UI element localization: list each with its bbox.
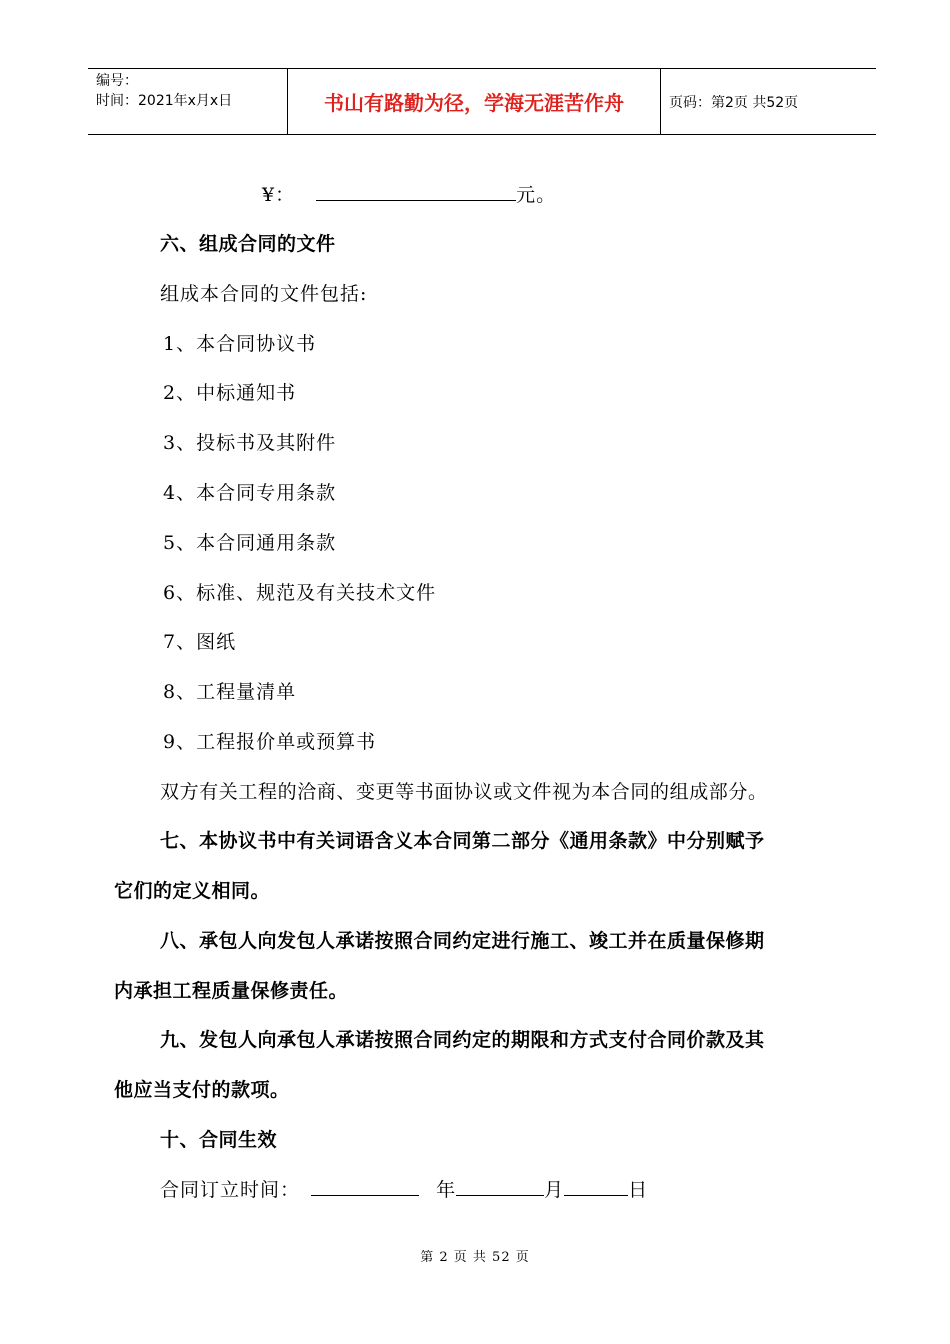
yen-amount-line — [262, 180, 556, 207]
header-page-info: 页码：第2页 共52页 — [669, 94, 799, 111]
doc-item: 7、图纸 — [163, 631, 237, 653]
doc-item: 1、本合同协议书 — [163, 333, 317, 355]
page-footer: 第 2 页 共 52 页 — [420, 1250, 530, 1265]
doc-item: 3、投标书及其附件 — [163, 432, 337, 454]
doc-item: 4、本合同专用条款 — [163, 482, 337, 504]
doc-item: 2、中标通知书 — [163, 382, 297, 404]
day-label: 日 — [628, 1179, 649, 1201]
section9-line1: 九、发包人向承包人承诺按照合同约定的期限和方式支付合同价款及其 — [160, 1029, 765, 1051]
doc-item: 5、本合同通用条款 — [163, 532, 337, 554]
sign-time-label: 合同订立时间： — [160, 1179, 301, 1201]
section10-title: 十、合同生效 — [160, 1129, 278, 1151]
yen-amount-blank[interactable] — [316, 182, 516, 201]
section8-line2: 内承担工程质量保修责任。 — [114, 980, 349, 1002]
yen-prefix: ¥： — [262, 184, 296, 206]
month-label: 月 — [544, 1179, 565, 1201]
doc-number-label: 编号： — [96, 73, 138, 89]
docs-intro: 组成本合同的文件包括: — [160, 283, 368, 305]
doc-time-label: 时间：2021年x月x日 — [96, 93, 233, 109]
doc-item: 6、标准、规范及有关技术文件 — [163, 582, 437, 604]
header-meta — [88, 69, 288, 134]
section7-line1: 七、本协议书中有关词语含义本合同第二部分《通用条款》中分别赋予 — [160, 830, 765, 852]
docs-closing: 双方有关工程的洽商、变更等书面协议或文件视为本合同的组成部分。 — [160, 781, 768, 803]
sign-month-blank[interactable] — [456, 1177, 544, 1196]
section9-line2: 他应当支付的款项。 — [114, 1079, 290, 1101]
sign-year-blank[interactable] — [311, 1177, 419, 1196]
section7-line2: 它们的定义相同。 — [114, 880, 271, 902]
section8-line1: 八、承包人向发包人承诺按照合同约定进行施工、竣工并在质量保修期 — [160, 930, 765, 952]
sign-day-blank[interactable] — [564, 1177, 628, 1196]
doc-item: 8、工程量清单 — [163, 681, 297, 703]
doc-item: 9、工程报价单或预算书 — [163, 731, 377, 753]
page-header — [88, 68, 876, 135]
header-motto: 书山有路勤为径，学海无涯苦作舟 — [288, 69, 661, 134]
year-label: 年 — [436, 1179, 457, 1201]
section6-title: 六、组成合同的文件 — [160, 233, 336, 255]
yen-suffix: 元。 — [516, 184, 557, 206]
sign-date-line — [160, 1175, 648, 1202]
